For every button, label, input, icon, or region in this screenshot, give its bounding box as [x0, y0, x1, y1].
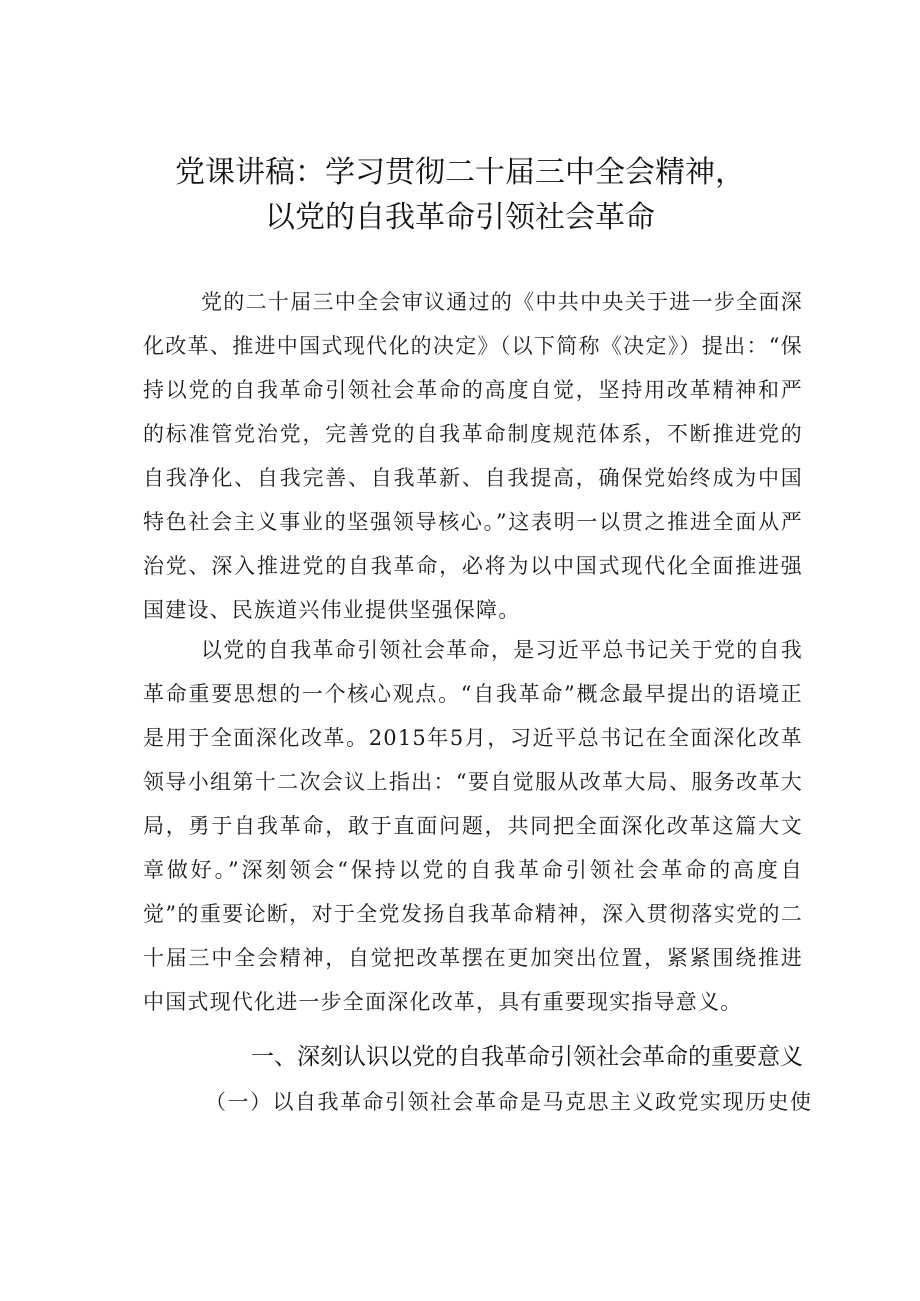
subsection-heading-1: （一）以自我革命引领社会革命是马克思主义政党实现历史使 [205, 1090, 813, 1114]
paragraph-2: 以党的自我革命引领社会革命，是习近平总书记关于党的自我革命重要思想的一个核心观点。“自我革命”概念最早提出的语境正是用于全面深化改革。2015年5月，习近平总书记在全面深化改革领导小组第十二次会议上指出：“要自觉服从改革大局、服务改革大局，勇于自我革命，敢于直面问题，共同把全面深化改革这篇大文章做好。”深刻领会“保持以党的自我革命引领社会革命的高度自觉”的重要论断，对于全党发扬自我革命精神，深入贯彻落实党的二十届三中全会精神，自觉把改革摆在更加突出位置，紧紧围绕推进中国式现代化进一步全面深化改革，具有重要现实指导意义。 [143, 638, 803, 1014]
title-line-2: 以党的自我革命引领社会革命 [265, 200, 655, 235]
title-line-1: 党课讲稿：学习贯彻二十届三中全会精神， [175, 155, 745, 190]
section-heading-1: 一、深刻认识以党的自我革命引领社会革命的重要意义 [251, 1044, 803, 1070]
document-title [100, 150, 820, 240]
paragraph-1: 党的二十届三中全会审议通过的《中共中央关于进一步全面深化改革、推进中国式现代化的决定》（以下简称《决定》）提出：“保持以党的自我革命引领社会革命的高度自觉，坚持用改革精神和严的标准管党治党，完善党的自我革命制度规范体系，不断推进党的自我净化、自我完善、自我革新、自我提高，确保党始终成为中国特色社会主义事业的坚强领导核心。”这表明一以贯之推进全面从严治党、深入推进党的自我革命，必将为以中国式现代化全面推进强国建设、民族道兴伟业提供坚强保障。 [143, 290, 803, 622]
